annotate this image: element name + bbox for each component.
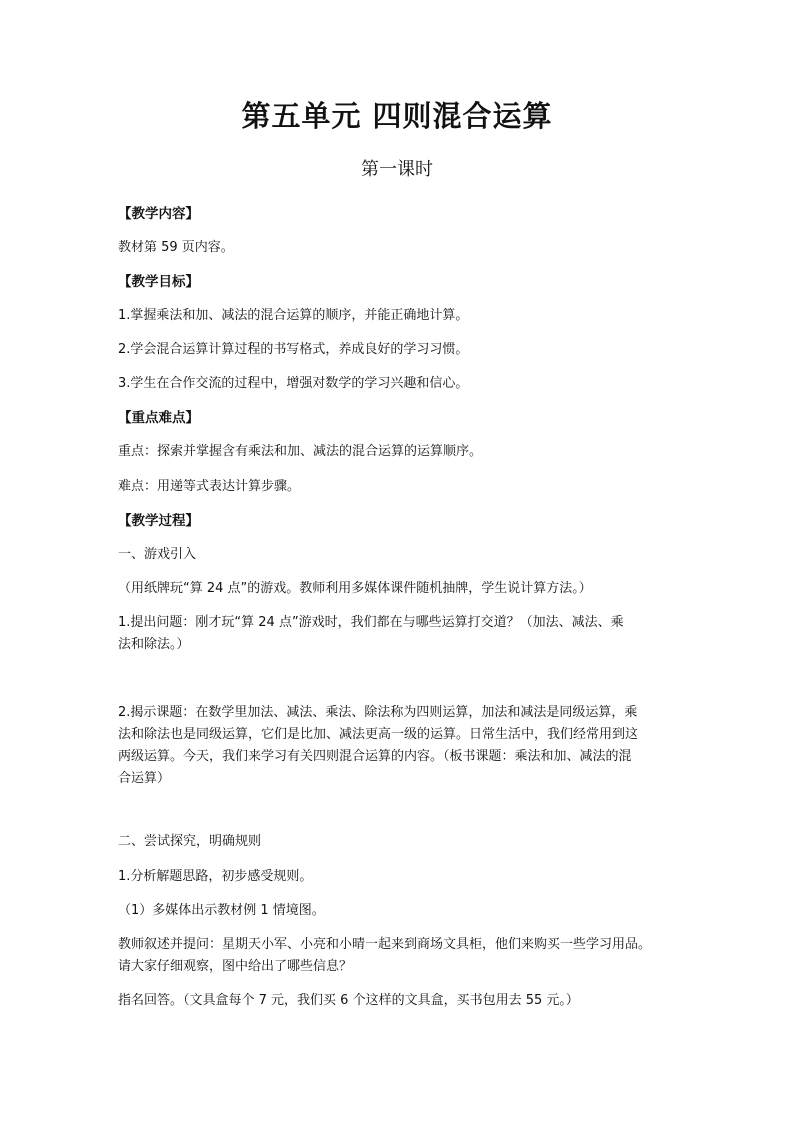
goal-3: 3.学生在合作交流的过程中，增强对数学的学习兴趣和信心。 [118, 376, 469, 391]
document-subtitle: 第一课时 [361, 159, 433, 180]
goal-1: 1.掌握乘法和加、减法的混合运算的顺序，并能正确地计算。 [118, 308, 469, 323]
part2-narration-line-2: 请大家仔细观察，图中给出了哪些信息？ [118, 959, 353, 974]
part2-step-1-1: （1）多媒体出示教材例 1 情境图。 [118, 903, 325, 918]
part1-intro: （用纸牌玩“算 24 点”的游戏。教师利用多媒体课件随机抽牌，学生说计算方法。） [118, 581, 592, 596]
part1-question-1-line-2: 法和除法。） [118, 637, 190, 652]
part1-question-2-line-1: 2.揭示课题：在数学里加法、减法、乘法、除法称为四则运算，加法和减法是同级运算，乘 [118, 705, 638, 720]
part1-question-2-line-4: 合运算） [118, 771, 171, 786]
process-heading: 【教学过程】 [118, 513, 199, 529]
part2-narration-line-1: 教师叙述并提问：星期天小军、小亮和小晴一起来到商场文具柜，他们来购买一些学习用品。 [118, 937, 652, 952]
part2-title: 二、尝试探究，明确规则 [118, 834, 262, 849]
part2-answer: 指名回答。（文具盒每个 7 元，我们买 6 个这样的文具盒，买书包用去 55 元。） [118, 993, 579, 1008]
key-heading: 【重点难点】 [118, 410, 199, 426]
part2-step-1: 1.分析解题思路，初步感受规则。 [118, 869, 313, 884]
part1-question-2-line-3: 两级运算。今天，我们来学习有关四则混合运算的内容。（板书课题：乘法和加、减法的混 [118, 749, 632, 764]
document-title: 第五单元 四则混合运算 [241, 99, 553, 133]
goals-heading: 【教学目标】 [118, 274, 199, 290]
content-heading: 【教学内容】 [118, 206, 199, 222]
content-text: 教材第 59 页内容。 [118, 240, 234, 255]
part1-question-2-line-2: 法和除法也是同级运算，它们是比加、减法更高一级的运算。日常生活中，我们经常用到这 [118, 727, 639, 742]
key-point: 重点：探索并掌握含有乘法和加、减法的混合运算的运算顺序。 [118, 444, 483, 459]
part1-question-1-line-1: 1.提出问题：刚才玩“算 24 点”游戏时，我们都在与哪些运算打交道？（加法、减法、乘 [118, 615, 624, 630]
goal-2: 2.学会混合运算计算过程的书写格式，养成良好的学习习惯。 [118, 342, 469, 357]
difficult-point: 难点：用递等式表达计算步骤。 [118, 479, 301, 494]
part1-title: 一、游戏引入 [118, 547, 197, 562]
